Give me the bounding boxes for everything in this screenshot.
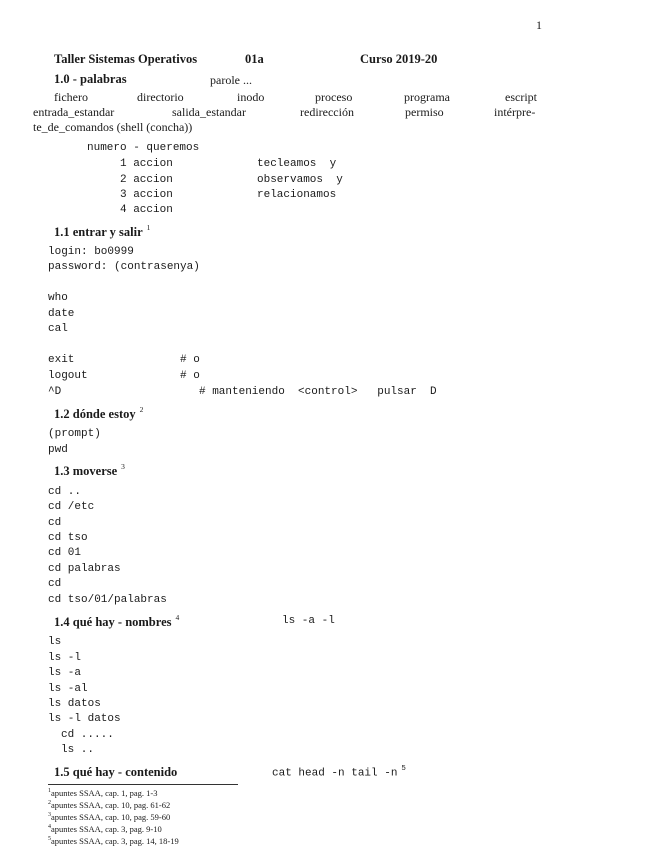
- code-line: pwd: [48, 444, 68, 456]
- code-line: numero - queremos: [87, 142, 200, 154]
- code-comment: # manteniendo <control> pulsar D: [199, 386, 437, 398]
- code-line: tecleamos y: [257, 158, 337, 170]
- word-interprete: intérpre-: [494, 105, 536, 119]
- code-line: 3 accion: [120, 189, 173, 201]
- word-directorio: directorio: [137, 90, 184, 104]
- code-line: password: (contrasenya): [48, 261, 200, 273]
- word-proceso: proceso: [315, 90, 353, 104]
- word-salida-estandar: salida_estandar: [172, 105, 246, 119]
- code-line: cd 01: [48, 547, 82, 559]
- code-line: ls ..: [61, 744, 95, 756]
- code-line: who: [48, 292, 68, 304]
- code-line: cd ..: [48, 486, 82, 498]
- code-line: cd /etc: [48, 501, 95, 513]
- code-line: ls -a: [48, 667, 82, 679]
- code-line: exit: [48, 354, 75, 366]
- footnote-ref: 1: [146, 223, 151, 232]
- code-comment: # o: [180, 370, 200, 382]
- code-line: (prompt): [48, 428, 101, 440]
- code-line: relacionamos: [257, 189, 337, 201]
- section-title-1-2: 1.2 dónde estoy $^2$: [54, 405, 144, 422]
- section-title-1-4: 1.4 qué hay - nombres $^4$: [54, 613, 180, 630]
- word-escript: escript: [505, 90, 537, 104]
- course-year: Curso 2019-20: [360, 52, 438, 66]
- code-line: cal: [48, 323, 68, 335]
- word-fichero: fichero: [54, 90, 88, 104]
- code-line: cd .....: [61, 729, 114, 741]
- code-line: login: bo0999: [48, 246, 134, 258]
- footnote: $^5$apuntes SSAA, cap. 3, pag. 14, 18-19: [48, 836, 179, 846]
- word-inodo: inodo: [237, 90, 265, 104]
- footnote-ref: 4: [175, 613, 180, 622]
- section-aside-1-0: parole ...: [210, 73, 252, 87]
- code-line: cd tso/01/palabras: [48, 594, 167, 606]
- word-entrada-estandar: entrada_estandar: [33, 105, 115, 119]
- footnote-ref: 5: [401, 765, 406, 773]
- section-aside-1-4: ls -a -l: [282, 615, 335, 627]
- word-redireccion: redirección: [300, 105, 354, 119]
- code-line: ls -l: [48, 652, 82, 664]
- code-comment: # o: [180, 354, 200, 366]
- code-line: 4 accion: [120, 204, 173, 216]
- code-line: logout: [48, 370, 88, 382]
- section-title-1-5: 1.5 qué hay - contenido: [54, 765, 178, 779]
- footnote-ref: 2: [139, 405, 144, 414]
- word-permiso: permiso: [405, 105, 444, 119]
- code-line: 1 accion: [120, 158, 173, 170]
- footnote: $^3$apuntes SSAA, cap. 10, pag. 59-60: [48, 812, 171, 822]
- footnote-ref: 3: [121, 462, 125, 471]
- section-title-1-3: 1.3 moverse $^3$: [54, 462, 125, 479]
- page-number: 1: [536, 18, 542, 32]
- code-line: cd palabras: [48, 563, 121, 575]
- footnote: $^1$apuntes SSAA, cap. 1, pag. 1-3: [48, 788, 158, 798]
- code-line: observamos y: [257, 174, 343, 186]
- footnote: $^2$apuntes SSAA, cap. 10, pag. 61-62: [48, 800, 171, 810]
- course-title: Taller Sistemas Operativos: [54, 52, 198, 66]
- word-programa: programa: [404, 90, 450, 104]
- code-line: ^D: [48, 386, 62, 398]
- code-line: 2 accion: [120, 174, 173, 186]
- code-line: ls -l datos: [48, 713, 121, 725]
- section-title-1-1: 1.1 entrar y salir $^1$: [54, 223, 151, 240]
- code-line: cd tso: [48, 532, 88, 544]
- footnote: $^4$apuntes SSAA, cap. 3, pag. 9-10: [48, 824, 162, 834]
- course-code: 01a: [245, 52, 264, 66]
- code-line: ls: [48, 636, 62, 648]
- code-line: cd: [48, 578, 62, 590]
- code-line: date: [48, 308, 75, 320]
- code-line: ls datos: [48, 698, 101, 710]
- footnote-rule: [48, 784, 238, 785]
- code-line: cd: [48, 517, 62, 529]
- code-line: ls -al: [48, 683, 88, 695]
- word-interprete-de-comandos: te_de_comandos (shell (concha)): [33, 120, 193, 134]
- section-title-1-0: 1.0 - palabras: [54, 72, 127, 86]
- section-aside-1-5: cat head -n tail -n $^5$: [272, 765, 406, 780]
